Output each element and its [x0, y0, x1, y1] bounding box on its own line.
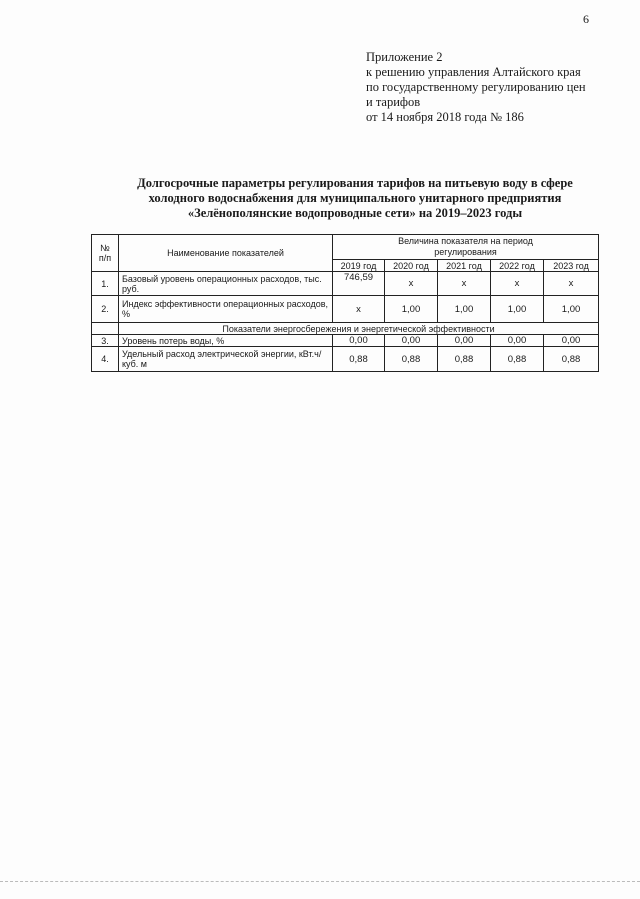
appendix-line: по государственному регулированию цен: [366, 80, 586, 94]
header-year: 2021 год: [438, 260, 491, 272]
header-period: Величина показателя на период регулирования: [333, 235, 599, 260]
row-number: 3.: [92, 335, 119, 347]
row-name: Уровень потерь воды, %: [119, 335, 333, 347]
title-line: «Зелёнополянские водопроводные сети» на 2019–2023 годы: [187, 206, 523, 220]
table-row: [92, 296, 599, 323]
row-value: 0,00: [385, 335, 438, 347]
row-value: 0,00: [544, 335, 599, 347]
row-value: 0,88: [544, 347, 599, 372]
row-value: x: [544, 272, 599, 296]
row-value: 0,88: [385, 347, 438, 372]
row-name: Удельный расход электрической энергии, кВт.ч/куб. м: [119, 347, 333, 372]
section-empty-cell: [92, 323, 119, 335]
section-row: [92, 323, 599, 335]
section-title: Показатели энергосбережения и энергетической эффективности: [119, 323, 599, 335]
header-year: 2023 год: [544, 260, 599, 272]
row-value: 1,00: [491, 296, 544, 323]
row-value: 0,88: [491, 347, 544, 372]
row-value: 1,00: [385, 296, 438, 323]
appendix-line: от 14 ноября 2018 года № 186: [366, 110, 524, 124]
row-name: Базовый уровень операционных расходов, тыс. руб.: [119, 272, 333, 296]
row-value: x: [438, 272, 491, 296]
row-value: x: [333, 296, 385, 323]
row-value: 0,00: [438, 335, 491, 347]
row-value: 1,00: [438, 296, 491, 323]
footer-divider: [0, 881, 640, 882]
row-value: 0,88: [438, 347, 491, 372]
row-value: 1,00: [544, 296, 599, 323]
row-value: x: [491, 272, 544, 296]
row-number: 2.: [92, 296, 119, 323]
row-value: 746,59: [333, 272, 385, 296]
header-number: № п/п: [92, 235, 119, 272]
appendix-note: [366, 50, 586, 125]
row-number: 1.: [92, 272, 119, 296]
row-name: Индекс эффективности операционных расходов, %: [119, 296, 333, 323]
row-value: x: [385, 272, 438, 296]
document-title: [110, 176, 600, 221]
header-year: 2020 год: [385, 260, 438, 272]
appendix-line: Приложение 2: [366, 50, 443, 64]
header-year: 2019 год: [333, 260, 385, 272]
header-year: 2022 год: [491, 260, 544, 272]
row-value: 0,88: [333, 347, 385, 372]
row-value: 0,00: [333, 335, 385, 347]
table-row: [92, 335, 599, 347]
parameters-table: [91, 234, 599, 372]
appendix-line: к решению управления Алтайского края: [366, 65, 581, 79]
row-number: 4.: [92, 347, 119, 372]
row-value: 0,00: [491, 335, 544, 347]
table-row: [92, 272, 599, 296]
appendix-line: и тарифов: [366, 95, 421, 109]
table-row: [92, 347, 599, 372]
title-line: Долгосрочные параметры регулирования тарифов на питьевую воду в сфере: [137, 176, 573, 190]
title-line: холодного водоснабжения для муниципального унитарного предприятия: [148, 191, 562, 205]
header-name: Наименование показателей: [119, 235, 333, 272]
page-number: 6: [583, 12, 589, 26]
